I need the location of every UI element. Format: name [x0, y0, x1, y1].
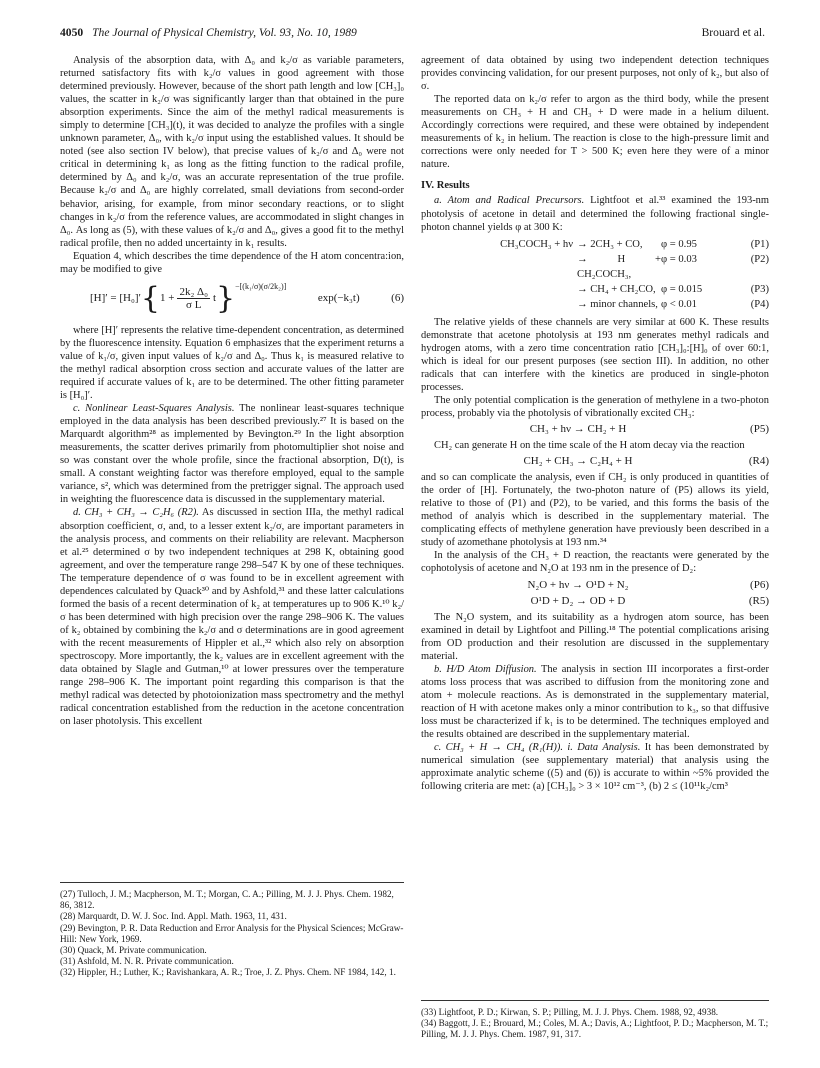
reaction-rhs: → 2CH₃ + CO,: [577, 238, 643, 250]
reaction-number: (P1): [750, 238, 769, 250]
eq6-exponent: −[(k₁/σ)(σ/2k₂)]: [235, 282, 287, 292]
equation-number: (P5): [750, 422, 769, 435]
equation-6: [60, 280, 404, 316]
paragraph: The only potential complication is the generation of methylene in a two-photon process, probably via the photolysis of vibrationally excited CH₃:: [421, 394, 769, 419]
running-authors: Brouard et al.: [701, 26, 765, 39]
reaction-row: [421, 237, 769, 252]
reference: (27) Tulloch, J. M.; Macpherson, M. T.; Morgan, C. A.; Pilling, M. J. J. Phys. Chem. 1982, 86, 3812.: [60, 889, 394, 911]
paragraph: Equation 4, which describes the time dependence of the H atom concentra:ion, may be modified to give: [60, 250, 404, 275]
running-header: [60, 26, 765, 42]
reaction-rhs: → CH₄ + CH₂CO,: [577, 283, 656, 295]
eq6-number: (6): [391, 292, 404, 305]
paragraph-text: Lightfoot et al.³³ examined the 193-nm photolysis of acetone in detail and determined the following fractional single-photon channel yields φ at 300 K:: [421, 195, 770, 233]
eq6-brace-close: }: [216, 280, 236, 316]
equation-number: (P6): [750, 578, 769, 591]
paragraph-text: It has been demonstrated by numerical simulation (see supplementary material) that analysis using the approximate analytic scheme ((5) and (6)) is accurate to within ~5% provided the following criteria are met: (a) [CH₃]₀ > 3 × 10¹² cm⁻³, (b) 2 ≤ (10¹¹k₂/cm³: [421, 742, 770, 793]
paragraph: agreement of data obtained by using two independent detection techniques provides convincing validation, for our present purposes, not only of k₂, but also of σ.: [421, 55, 769, 93]
equation-text: N₂O + hν → O¹D + N₂: [527, 578, 629, 591]
footnotes-right: [421, 1000, 769, 1041]
eq6-brace-open: {: [140, 280, 160, 316]
paragraph-c: [60, 402, 404, 506]
reference: (30) Quack, M. Private communication.: [60, 945, 207, 956]
equation-R5: [421, 595, 769, 608]
reference: (32) Hippler, H.; Luther, K.; Ravishankara, A. R.; Troe, J. Z. Phys. Chem. NF 1984, 142, 1.: [60, 967, 396, 978]
eq6-fraction: [177, 286, 210, 311]
equation-R4: [421, 455, 769, 468]
paragraph-text: The analysis in section III incorporates a first-order atoms loss process that was ascribed to diffusion from the monitoring zone and atom + molecule reactions. As is demonstrated in the supplementary material, reaction of H with acetone makes only a minor contribution to k₃, so that diffusive loss must be characterized if k₁ is to be determined. The techniques employed and the results obtained are described in the supplementary material.: [421, 663, 770, 741]
paragraph: The relative yields of these channels are very similar at 600 K. These results demonstrate that acetone photolysis at 193 nm generates methyl radicals and hydrogen atoms, with a zero time concentration ratio [CH₃]₀:[H]₀ of over 60:1, which is ideal for our present purposes (see section III). In addition, no other radicals that can interfere with the kinetics are produced in single-photon processes.: [421, 316, 769, 393]
right-column: [421, 54, 769, 793]
reference: (33) Lightfoot, P. D.; Kirwan, S. P.; Pilling, M. J. J. Phys. Chem. 1988, 92, 4938.: [421, 1007, 719, 1017]
paragraph: The N₂O system, and its suitability as a hydrogen atom source, has been examined in detail by Lightfoot and Pilling.¹⁸ The potential complications arising from OD production and their resolution are discussed in the supplementary material.: [421, 611, 769, 662]
reaction-rhs: → minor channels,: [577, 298, 658, 310]
reaction-number: (P2): [750, 253, 769, 265]
reaction-row: [421, 282, 769, 297]
paragraph-text: As discussed in section IIIa, the methyl radical absorption coefficient, σ, and, to a lesser extent k₂/σ, are important parameters in the analysis process, and comments on their reliability are relevant. Macpherson et al.²⁵ determined σ by two independent techniques at 298 K, obtaining good agreement, and over the temperature range 298–547 K by one of these techniques. The temperature dependence of σ was found to be in excellent agreement with dependences calculated by Quack³⁰ and by Ashfold,³¹ and these latter calculations formed the basis of a recent determination of k₂ at temperatures up to 906 K.¹⁰ k₂/σ has been determined with high precision over the range 298–906 K. The values of k₂ obtained by combining the k₂/σ and σ determinations are in good agreement with the recent measurements of Hippler et al.,³² which also rely on absorption spectroscopy. More importantly, the k₂ values are in excellent agreement with the data obtained by Slagle and Gutman,¹⁰ at lower pressures over the temperature range 298–906 K. The important point regarding this comparison is that the methyl radical was detected by photoionization mass spectrometry and the methyl radical concentration established from the reduction in the acetone concentration on laser photolysis. This excellent: [60, 507, 404, 728]
journal-citation: The Journal of Physical Chemistry, Vol. 93, No. 10, 1989: [92, 26, 357, 39]
reaction-lhs: [421, 282, 577, 297]
eq6-frac-den: σ L: [186, 299, 202, 312]
paragraph: where [H]′ represents the relative time-dependent concentration, as determined by the fluorescence intensity. Equation 6 emphasizes that the experiment returns a value of k₁/σ, given input values of k₂/σ and Δ₀. Thus k₁ is measured relative to the methyl radical absorption cross section and accurate values of the latter are required if accurate values of k₁ are to be determined. The other fitting parameter is [H₀]′.: [60, 324, 404, 402]
reference: (29) Bevington, P. R. Data Reduction and Error Analysis for the Physical Sciences; McGraw-Hill: New York, 1969.: [60, 922, 404, 944]
footnotes-left: [60, 882, 404, 979]
reference: (34) Baggott, J. E.; Brouard, M.; Coles, M. A.; Davis, A.; Lightfoot, P. D.; Macpherson, M. T.; Pilling, M. J. J. Phys. Chem. 1987, 91, 317.: [421, 1018, 769, 1040]
eq6-t: t: [212, 292, 217, 305]
paragraph-d: [60, 506, 404, 728]
equation-text: O¹D + D₂ → OD + D: [530, 594, 626, 607]
equation-number: (R5): [748, 594, 769, 607]
eq6-one-plus: 1 +: [160, 292, 175, 305]
reaction-row: [421, 252, 769, 282]
reaction-yield: φ = 0.03: [661, 253, 697, 265]
subsection-heading: d. CH₃ + CH₃ → C₂H₆ (R2).: [73, 507, 199, 519]
eq6-lhs: [H]′ = [H₀]′: [90, 292, 141, 305]
page-number: 4050: [60, 26, 84, 39]
reaction-rhs: → H + CH₂COCH₃,: [577, 253, 661, 280]
equation-number: (R4): [748, 455, 769, 468]
paragraph-a: [421, 194, 769, 233]
subsection-heading: c. Nonlinear Least-Squares Analysis.: [73, 403, 235, 415]
subsection-heading: b. H/D Atom Diffusion.: [434, 663, 537, 675]
reaction-number: (P3): [750, 283, 769, 295]
reaction-row: [421, 297, 769, 312]
equation-P5: [421, 423, 769, 436]
paragraph-c: [421, 741, 769, 793]
paragraph-b: [421, 663, 769, 741]
reaction-number: (P4): [750, 298, 769, 310]
reaction-yield: φ = 0.015: [661, 283, 703, 295]
reaction-lhs: [421, 297, 577, 312]
reaction-yield: φ < 0.01: [661, 298, 697, 310]
paragraph: Analysis of the absorption data, with Δ₀ and k₂/σ as variable parameters, returned satisfactory fits with k₂/σ values in good agreement with those determined previously. However, because of the short path length and low [CH₃]₀ values, the scatter in k₂/σ was significantly larger than that obtained in the pure absorption experiments. Since the aim of the methyl radical measurements is simply to determine [CH₃](t), it was decided to analyze the profiles with a single unknown parameter, Δ₀, with k₂/σ input using the established values. It should be noted (see also section IV below), that precise values of k₂/σ and Δ₀ were not critical in determining k₁ as long as the fitting function to the radical profile, determined by Δ₀ and k₂/σ, was an accurate representation of the true profile. Because k₂/σ and Δ₀ are highly correlated, small deviations from second-order behavior, arising, for example, from minor secondary reactions, or to slight changes in k₂/σ from the reference values, are accommodated in slight changes in Δ₀. As long as (5), with these values of k₂/σ and Δ₀, gives a good fit to the methyl radical profile, then no added uncertainty in k₁ results.: [60, 55, 404, 249]
paragraph: and so can complicate the analysis, even if CH₂ is only produced in quantities of the order of [H]. Fortunately, the two-photon nature of (P5) allows its yield, relative to those of (P1) and (P2), to be varied, and this forms the basis of the method of analyis which is described in the supplementary material. The complicating effects of methylene generation have previously been described in a study of azomethane photolysis at 193 nm.³⁴: [421, 472, 769, 549]
subsection-heading: c. CH₃ + H → CH₄ (R₁(H)). i. Data Analysis.: [434, 742, 641, 754]
paragraph-text: The nonlinear least-squares technique employed in the data analysis has been described previously.²⁷ It is based on the Marquardt algorithm²⁸ as implemented by Bevington.²⁹ In the light absorption measurements, the scatter derives primarily from photomultiplier shot noise and so was constant over the whole profile, since the fractional absorption, D(t), is small. A constant weighting factor was therefore employed, equal to the sample variance, s², which was determined from the pretrigger signal. The approach used in weighting the fluorescence data is discussed in the supplementary material.: [60, 403, 405, 506]
eq6-exp: exp(−k₃t): [317, 292, 360, 305]
reaction-lhs: CH₃COCH₃ + hν: [500, 238, 573, 250]
reference: (31) Ashfold, M. N. R. Private communication.: [60, 956, 234, 967]
equation-text: CH₂ + CH₃ → C₂H₄ + H: [523, 455, 633, 468]
paragraph: In the analysis of the CH₃ + D reaction, the reactants were generated by the cophotolysis of acetone and N₂O at 193 nm in the presence of D₂:: [421, 550, 769, 575]
reaction-lhs: [421, 252, 577, 282]
paragraph: The reported data on k₂/σ refer to argon as the third body, while the present measurements on CH₃ + H and CH₃ + D were made in a helium diluent. Accordingly corrections were required, and these were obtained by independent measurements of k₂ in helium. The reaction is close to the high-pressure limit and corrections were only needed for T > 500 K; even here they were of a minor nature.: [421, 94, 769, 171]
reference: (28) Marquardt, D. W. J. Soc. Ind. Appl. Math. 1963, 11, 431.: [60, 911, 287, 922]
photolysis-channels: [421, 237, 769, 312]
subsection-heading: a. Atom and Radical Precursors.: [434, 195, 585, 207]
reaction-yield: φ = 0.95: [661, 238, 697, 250]
left-column: [60, 54, 404, 728]
equation-P6: [421, 579, 769, 592]
equation-text: CH₃ + hν → CH₂ + H: [529, 422, 627, 435]
eq6-frac-num: 2k₂ Δ₀: [179, 286, 208, 299]
section-heading: IV. Results: [421, 180, 470, 192]
paragraph: CH₂ can generate H on the time scale of the H atom decay via the reaction: [434, 440, 745, 452]
